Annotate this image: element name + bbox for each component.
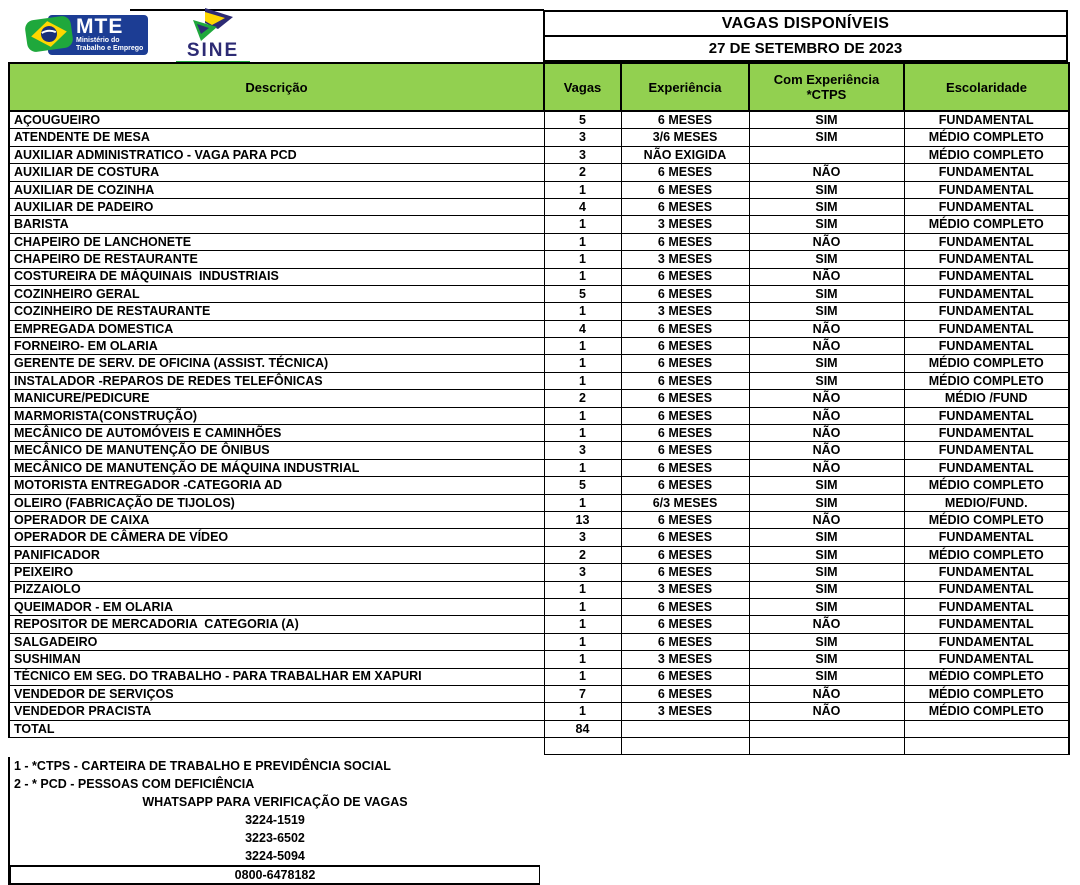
table-row	[9, 546, 1069, 563]
cell-experiencia: 6 MESES	[621, 546, 749, 563]
cell-escolaridade: MÉDIO COMPLETO	[904, 511, 1069, 528]
cell-experiencia: 6 MESES	[621, 320, 749, 337]
table-row	[9, 303, 1069, 320]
cell-vagas: 1	[544, 181, 621, 198]
cell-vagas: 1	[544, 494, 621, 511]
cell-ctps: NÃO	[749, 233, 904, 250]
cell-experiencia: 6 MESES	[621, 442, 749, 459]
cell-vagas: 3	[544, 529, 621, 546]
table-row	[9, 390, 1069, 407]
cell-descricao: MECÂNICO DE MANUTENÇÃO DE ÔNIBUS	[9, 442, 544, 459]
cell-ctps: SIM	[749, 285, 904, 302]
cell-descricao: MECÂNICO DE MANUTENÇÃO DE MÁQUINA INDUSTRIAL	[9, 459, 544, 476]
cell-vagas: 1	[544, 616, 621, 633]
table-row	[9, 233, 1069, 250]
cell-descricao: BARISTA	[9, 216, 544, 233]
cell-vagas: 1	[544, 703, 621, 720]
cell-ctps: NÃO	[749, 459, 904, 476]
cell-escolaridade: MÉDIO COMPLETO	[904, 703, 1069, 720]
cell-vagas: 1	[544, 581, 621, 598]
cell-escolaridade: FUNDAMENTAL	[904, 251, 1069, 268]
cell-escolaridade: FUNDAMENTAL	[904, 564, 1069, 581]
table-row	[9, 442, 1069, 459]
cell-experiencia: 6 MESES	[621, 372, 749, 389]
cell-ctps: SIM	[749, 651, 904, 668]
table-row	[9, 494, 1069, 511]
cell-ctps: SIM	[749, 494, 904, 511]
cell-experiencia: 6 MESES	[621, 355, 749, 372]
cell-experiencia: 6 MESES	[621, 407, 749, 424]
cell-vagas: 1	[544, 372, 621, 389]
table-row	[9, 633, 1069, 650]
cell-vagas: 1	[544, 425, 621, 442]
cell-experiencia: 3 MESES	[621, 216, 749, 233]
cell-experiencia: 3 MESES	[621, 303, 749, 320]
sine-wordmark: SINE	[186, 40, 240, 61]
cell-ctps: SIM	[749, 581, 904, 598]
table-row	[9, 459, 1069, 476]
cell-vagas: 4	[544, 320, 621, 337]
table-row	[9, 129, 1069, 146]
cell-ctps: NÃO	[749, 407, 904, 424]
cell-escolaridade: MÉDIO COMPLETO	[904, 216, 1069, 233]
cell-vagas: 1	[544, 668, 621, 685]
cell-escolaridade: FUNDAMENTAL	[904, 425, 1069, 442]
mte-ministry-line1: Ministério do	[76, 37, 120, 44]
cell-descricao: ATENDENTE DE MESA	[9, 129, 544, 146]
cell-vagas: 1	[544, 303, 621, 320]
cell-ctps: NÃO	[749, 268, 904, 285]
cell-ctps: NÃO	[749, 390, 904, 407]
cell-descricao: GERENTE DE SERV. DE OFICINA (ASSIST. TÉCNICA)	[9, 355, 544, 372]
cell-escolaridade: FUNDAMENTAL	[904, 651, 1069, 668]
col-header-escolaridade: Escolaridade	[904, 63, 1069, 111]
cell-escolaridade: FUNDAMENTAL	[904, 233, 1069, 250]
total-row	[9, 720, 1069, 737]
table-row	[9, 651, 1069, 668]
col-header-descricao: Descrição	[9, 63, 544, 111]
mte-ministry-line2: Trabalho e Emprego	[76, 45, 144, 52]
cell-descricao: AUXILIAR DE COSTURA	[9, 164, 544, 181]
cell-escolaridade: FUNDAMENTAL	[904, 164, 1069, 181]
cell-escolaridade: FUNDAMENTAL	[904, 111, 1069, 129]
cell-vagas: 4	[544, 198, 621, 215]
cell-ctps: SIM	[749, 477, 904, 494]
cell-experiencia: 6 MESES	[621, 564, 749, 581]
spacer-cell	[544, 738, 621, 755]
total-label-cell: TOTAL	[9, 720, 544, 737]
cell-vagas: 1	[544, 633, 621, 650]
cell-descricao: EMPREGADA DOMESTICA	[9, 320, 544, 337]
cell-ctps: NÃO	[749, 703, 904, 720]
cell-descricao: VENDEDOR PRACISTA	[9, 703, 544, 720]
cell-ctps: NÃO	[749, 511, 904, 528]
cell-vagas: 2	[544, 164, 621, 181]
cell-ctps: SIM	[749, 251, 904, 268]
cell-experiencia: 6 MESES	[621, 198, 749, 215]
cell-descricao: REPOSITOR DE MERCADORIA CATEGORIA (A)	[9, 616, 544, 633]
cell-experiencia: 6 MESES	[621, 164, 749, 181]
jobs-tbody	[9, 111, 1069, 720]
cell-descricao: COZINHEIRO DE RESTAURANTE	[9, 303, 544, 320]
table-row	[9, 477, 1069, 494]
table-row	[9, 216, 1069, 233]
table-row	[9, 581, 1069, 598]
cell-experiencia: 6 MESES	[621, 111, 749, 129]
spacer-cell	[904, 738, 1069, 755]
cell-escolaridade: FUNDAMENTAL	[904, 581, 1069, 598]
table-row	[9, 181, 1069, 198]
cell-escolaridade: FUNDAMENTAL	[904, 616, 1069, 633]
cell-descricao: OPERADOR DE CAIXA	[9, 511, 544, 528]
col-header-ctps-line1: Com Experiência	[773, 72, 880, 87]
cell-ctps	[749, 146, 904, 163]
summary-tbody	[9, 720, 1069, 755]
cell-descricao: TÉCNICO EM SEG. DO TRABALHO - PARA TRABALHAR EM XAPURI	[9, 668, 544, 685]
cell-descricao: PIZZAIOLO	[9, 581, 544, 598]
total-empty-cell	[621, 720, 749, 737]
cell-experiencia: NÃO EXIGIDA	[621, 146, 749, 163]
cell-experiencia: 6 MESES	[621, 529, 749, 546]
sine-logo	[176, 8, 250, 66]
cell-experiencia: 6 MESES	[621, 616, 749, 633]
cell-escolaridade: MÉDIO COMPLETO	[904, 129, 1069, 146]
cell-ctps: NÃO	[749, 320, 904, 337]
cell-descricao: VENDEDOR DE SERVIÇOS	[9, 685, 544, 702]
cell-vagas: 1	[544, 407, 621, 424]
cell-descricao: PANIFICADOR	[9, 546, 544, 563]
cell-experiencia: 6 MESES	[621, 425, 749, 442]
cell-ctps: NÃO	[749, 616, 904, 633]
table-row	[9, 285, 1069, 302]
cell-experiencia: 6 MESES	[621, 477, 749, 494]
cell-descricao: MOTORISTA ENTREGADOR -CATEGORIA AD	[9, 477, 544, 494]
cell-experiencia: 6 MESES	[621, 268, 749, 285]
table-row	[9, 598, 1069, 615]
cell-ctps: NÃO	[749, 425, 904, 442]
page-title: VAGAS DISPONÍVEIS	[545, 12, 1066, 37]
cell-vagas: 1	[544, 598, 621, 615]
hotline-number: 0800-6478182	[10, 865, 540, 885]
footer	[8, 757, 540, 885]
cell-descricao: FORNEIRO- EM OLARIA	[9, 338, 544, 355]
cell-vagas: 1	[544, 338, 621, 355]
cell-ctps: SIM	[749, 129, 904, 146]
spacer-row	[9, 738, 1069, 755]
cell-vagas: 1	[544, 459, 621, 476]
cell-escolaridade: FUNDAMENTAL	[904, 198, 1069, 215]
cell-vagas: 1	[544, 268, 621, 285]
cell-escolaridade: FUNDAMENTAL	[904, 268, 1069, 285]
spacer-cell	[749, 738, 904, 755]
cell-descricao: INSTALADOR -REPAROS DE REDES TELEFÔNICAS	[9, 372, 544, 389]
cell-ctps: SIM	[749, 564, 904, 581]
cell-ctps: SIM	[749, 198, 904, 215]
cell-vagas: 13	[544, 511, 621, 528]
cell-experiencia: 6 MESES	[621, 633, 749, 650]
cell-descricao: AUXILIAR ADMINISTRATICO - VAGA PARA PCD	[9, 146, 544, 163]
table-row	[9, 425, 1069, 442]
table-row	[9, 564, 1069, 581]
spacer-borderless-cell	[9, 738, 544, 755]
table-row	[9, 616, 1069, 633]
cell-escolaridade: MEDIO/FUND.	[904, 494, 1069, 511]
cell-experiencia: 6/3 MESES	[621, 494, 749, 511]
table-row	[9, 355, 1069, 372]
phone-number: 3224-1519	[245, 813, 305, 827]
cell-descricao: CHAPEIRO DE RESTAURANTE	[9, 251, 544, 268]
cell-escolaridade: FUNDAMENTAL	[904, 285, 1069, 302]
cell-descricao: PEIXEIRO	[9, 564, 544, 581]
total-empty-cell	[904, 720, 1069, 737]
table-row	[9, 511, 1069, 528]
cell-experiencia: 6 MESES	[621, 181, 749, 198]
cell-descricao: MECÂNICO DE AUTOMÓVEIS E CAMINHÕES	[9, 425, 544, 442]
cell-escolaridade: FUNDAMENTAL	[904, 320, 1069, 337]
cell-vagas: 5	[544, 477, 621, 494]
cell-escolaridade: FUNDAMENTAL	[904, 633, 1069, 650]
cell-escolaridade: FUNDAMENTAL	[904, 303, 1069, 320]
sine-flags-icon	[192, 8, 234, 42]
cell-descricao: COZINHEIRO GERAL	[9, 285, 544, 302]
cell-escolaridade: FUNDAMENTAL	[904, 442, 1069, 459]
table-row	[9, 111, 1069, 129]
cell-ctps: SIM	[749, 546, 904, 563]
col-header-experiencia: Experiência	[621, 63, 749, 111]
table-row	[9, 251, 1069, 268]
cell-ctps: SIM	[749, 111, 904, 129]
total-vagas-cell: 84	[544, 720, 621, 737]
table-row	[9, 685, 1069, 702]
table-row	[9, 529, 1069, 546]
table-row	[9, 268, 1069, 285]
cell-ctps: NÃO	[749, 164, 904, 181]
cell-experiencia: 3 MESES	[621, 703, 749, 720]
cell-ctps: NÃO	[749, 338, 904, 355]
cell-escolaridade: MÉDIO COMPLETO	[904, 685, 1069, 702]
cell-descricao: OLEIRO (FABRICAÇÃO DE TIJOLOS)	[9, 494, 544, 511]
table-header	[9, 63, 1069, 111]
cell-experiencia: 6 MESES	[621, 338, 749, 355]
cell-experiencia: 6 MESES	[621, 685, 749, 702]
whatsapp-title: WHATSAPP PARA VERIFICAÇÃO DE VAGAS	[142, 795, 408, 809]
cell-ctps: SIM	[749, 633, 904, 650]
cell-vagas: 3	[544, 564, 621, 581]
table-row	[9, 320, 1069, 337]
cell-descricao: SUSHIMAN	[9, 651, 544, 668]
cell-experiencia: 6 MESES	[621, 459, 749, 476]
cell-vagas: 2	[544, 546, 621, 563]
cell-escolaridade: MÉDIO COMPLETO	[904, 372, 1069, 389]
spacer-cell	[621, 738, 749, 755]
phone-number: 3224-5094	[245, 849, 305, 863]
cell-escolaridade: FUNDAMENTAL	[904, 407, 1069, 424]
vacancies-table	[8, 62, 1070, 755]
cell-descricao: AUXILIAR DE PADEIRO	[9, 198, 544, 215]
table-row	[9, 703, 1069, 720]
cell-experiencia: 3/6 MESES	[621, 129, 749, 146]
cell-experiencia: 6 MESES	[621, 285, 749, 302]
cell-experiencia: 3 MESES	[621, 251, 749, 268]
col-header-ctps-line2: *CTPS	[806, 87, 847, 102]
cell-vagas: 2	[544, 390, 621, 407]
table-row	[9, 146, 1069, 163]
cell-experiencia: 6 MESES	[621, 668, 749, 685]
cell-ctps: NÃO	[749, 685, 904, 702]
cell-vagas: 5	[544, 111, 621, 129]
cell-escolaridade: FUNDAMENTAL	[904, 529, 1069, 546]
cell-ctps: SIM	[749, 529, 904, 546]
cell-escolaridade: FUNDAMENTAL	[904, 338, 1069, 355]
cell-descricao: CHAPEIRO DE LANCHONETE	[9, 233, 544, 250]
cell-ctps: SIM	[749, 355, 904, 372]
cell-ctps: SIM	[749, 372, 904, 389]
phone-number: 3223-6502	[245, 831, 305, 845]
cell-ctps: SIM	[749, 181, 904, 198]
cell-descricao: SALGADEIRO	[9, 633, 544, 650]
cell-descricao: COSTUREIRA DE MÁQUINAIS INDUSTRIAIS	[9, 268, 544, 285]
cell-vagas: 1	[544, 216, 621, 233]
mte-acronym: MTE	[76, 15, 124, 38]
table-row	[9, 338, 1069, 355]
cell-escolaridade: FUNDAMENTAL	[904, 459, 1069, 476]
cell-ctps: NÃO	[749, 442, 904, 459]
col-header-vagas: Vagas	[544, 63, 621, 111]
cell-escolaridade: MÉDIO COMPLETO	[904, 146, 1069, 163]
cell-escolaridade: MÉDIO COMPLETO	[904, 668, 1069, 685]
table-row	[9, 407, 1069, 424]
cell-experiencia: 3 MESES	[621, 651, 749, 668]
total-empty-cell	[749, 720, 904, 737]
cell-experiencia: 6 MESES	[621, 511, 749, 528]
footnote-ctps: 1 - *CTPS - CARTEIRA DE TRABALHO E PREVIDÊNCIA SOCIAL	[14, 759, 391, 773]
cell-vagas: 5	[544, 285, 621, 302]
cell-descricao: AÇOUGUEIRO	[9, 111, 544, 129]
cell-ctps: SIM	[749, 216, 904, 233]
cell-vagas: 1	[544, 651, 621, 668]
table-row	[9, 668, 1069, 685]
cell-descricao: MANICURE/PEDICURE	[9, 390, 544, 407]
footnote-pcd: 2 - * PCD - PESSOAS COM DEFICIÊNCIA	[14, 777, 255, 791]
cell-vagas: 7	[544, 685, 621, 702]
cell-escolaridade: MÉDIO COMPLETO	[904, 355, 1069, 372]
brazil-flag-icon	[22, 11, 76, 57]
cell-experiencia: 3 MESES	[621, 581, 749, 598]
col-header-ctps	[749, 63, 904, 111]
cell-descricao: QUEIMADOR - EM OLARIA	[9, 598, 544, 615]
cell-ctps: SIM	[749, 303, 904, 320]
cell-experiencia: 6 MESES	[621, 598, 749, 615]
cell-ctps: SIM	[749, 668, 904, 685]
table-row	[9, 164, 1069, 181]
cell-vagas: 1	[544, 233, 621, 250]
cell-experiencia: 6 MESES	[621, 390, 749, 407]
cell-descricao: AUXILIAR DE COZINHA	[9, 181, 544, 198]
cell-escolaridade: MÉDIO COMPLETO	[904, 477, 1069, 494]
cell-escolaridade: FUNDAMENTAL	[904, 598, 1069, 615]
cell-escolaridade: MÉDIO COMPLETO	[904, 546, 1069, 563]
page-date: 27 DE SETEMBRO DE 2023	[708, 40, 903, 57]
table-row	[9, 372, 1069, 389]
cell-descricao: MARMORISTA(CONSTRUÇÃO)	[9, 407, 544, 424]
cell-vagas: 3	[544, 146, 621, 163]
cell-ctps: SIM	[749, 598, 904, 615]
cell-escolaridade: MÉDIO /FUND	[904, 390, 1069, 407]
mte-logo	[26, 11, 146, 59]
cell-escolaridade: FUNDAMENTAL	[904, 181, 1069, 198]
cell-vagas: 1	[544, 355, 621, 372]
cell-vagas: 3	[544, 129, 621, 146]
title-box	[543, 10, 1068, 62]
cell-vagas: 1	[544, 251, 621, 268]
cell-descricao: OPERADOR DE CÂMERA DE VÍDEO	[9, 529, 544, 546]
cell-experiencia: 6 MESES	[621, 233, 749, 250]
table-row	[9, 198, 1069, 215]
cell-vagas: 3	[544, 442, 621, 459]
